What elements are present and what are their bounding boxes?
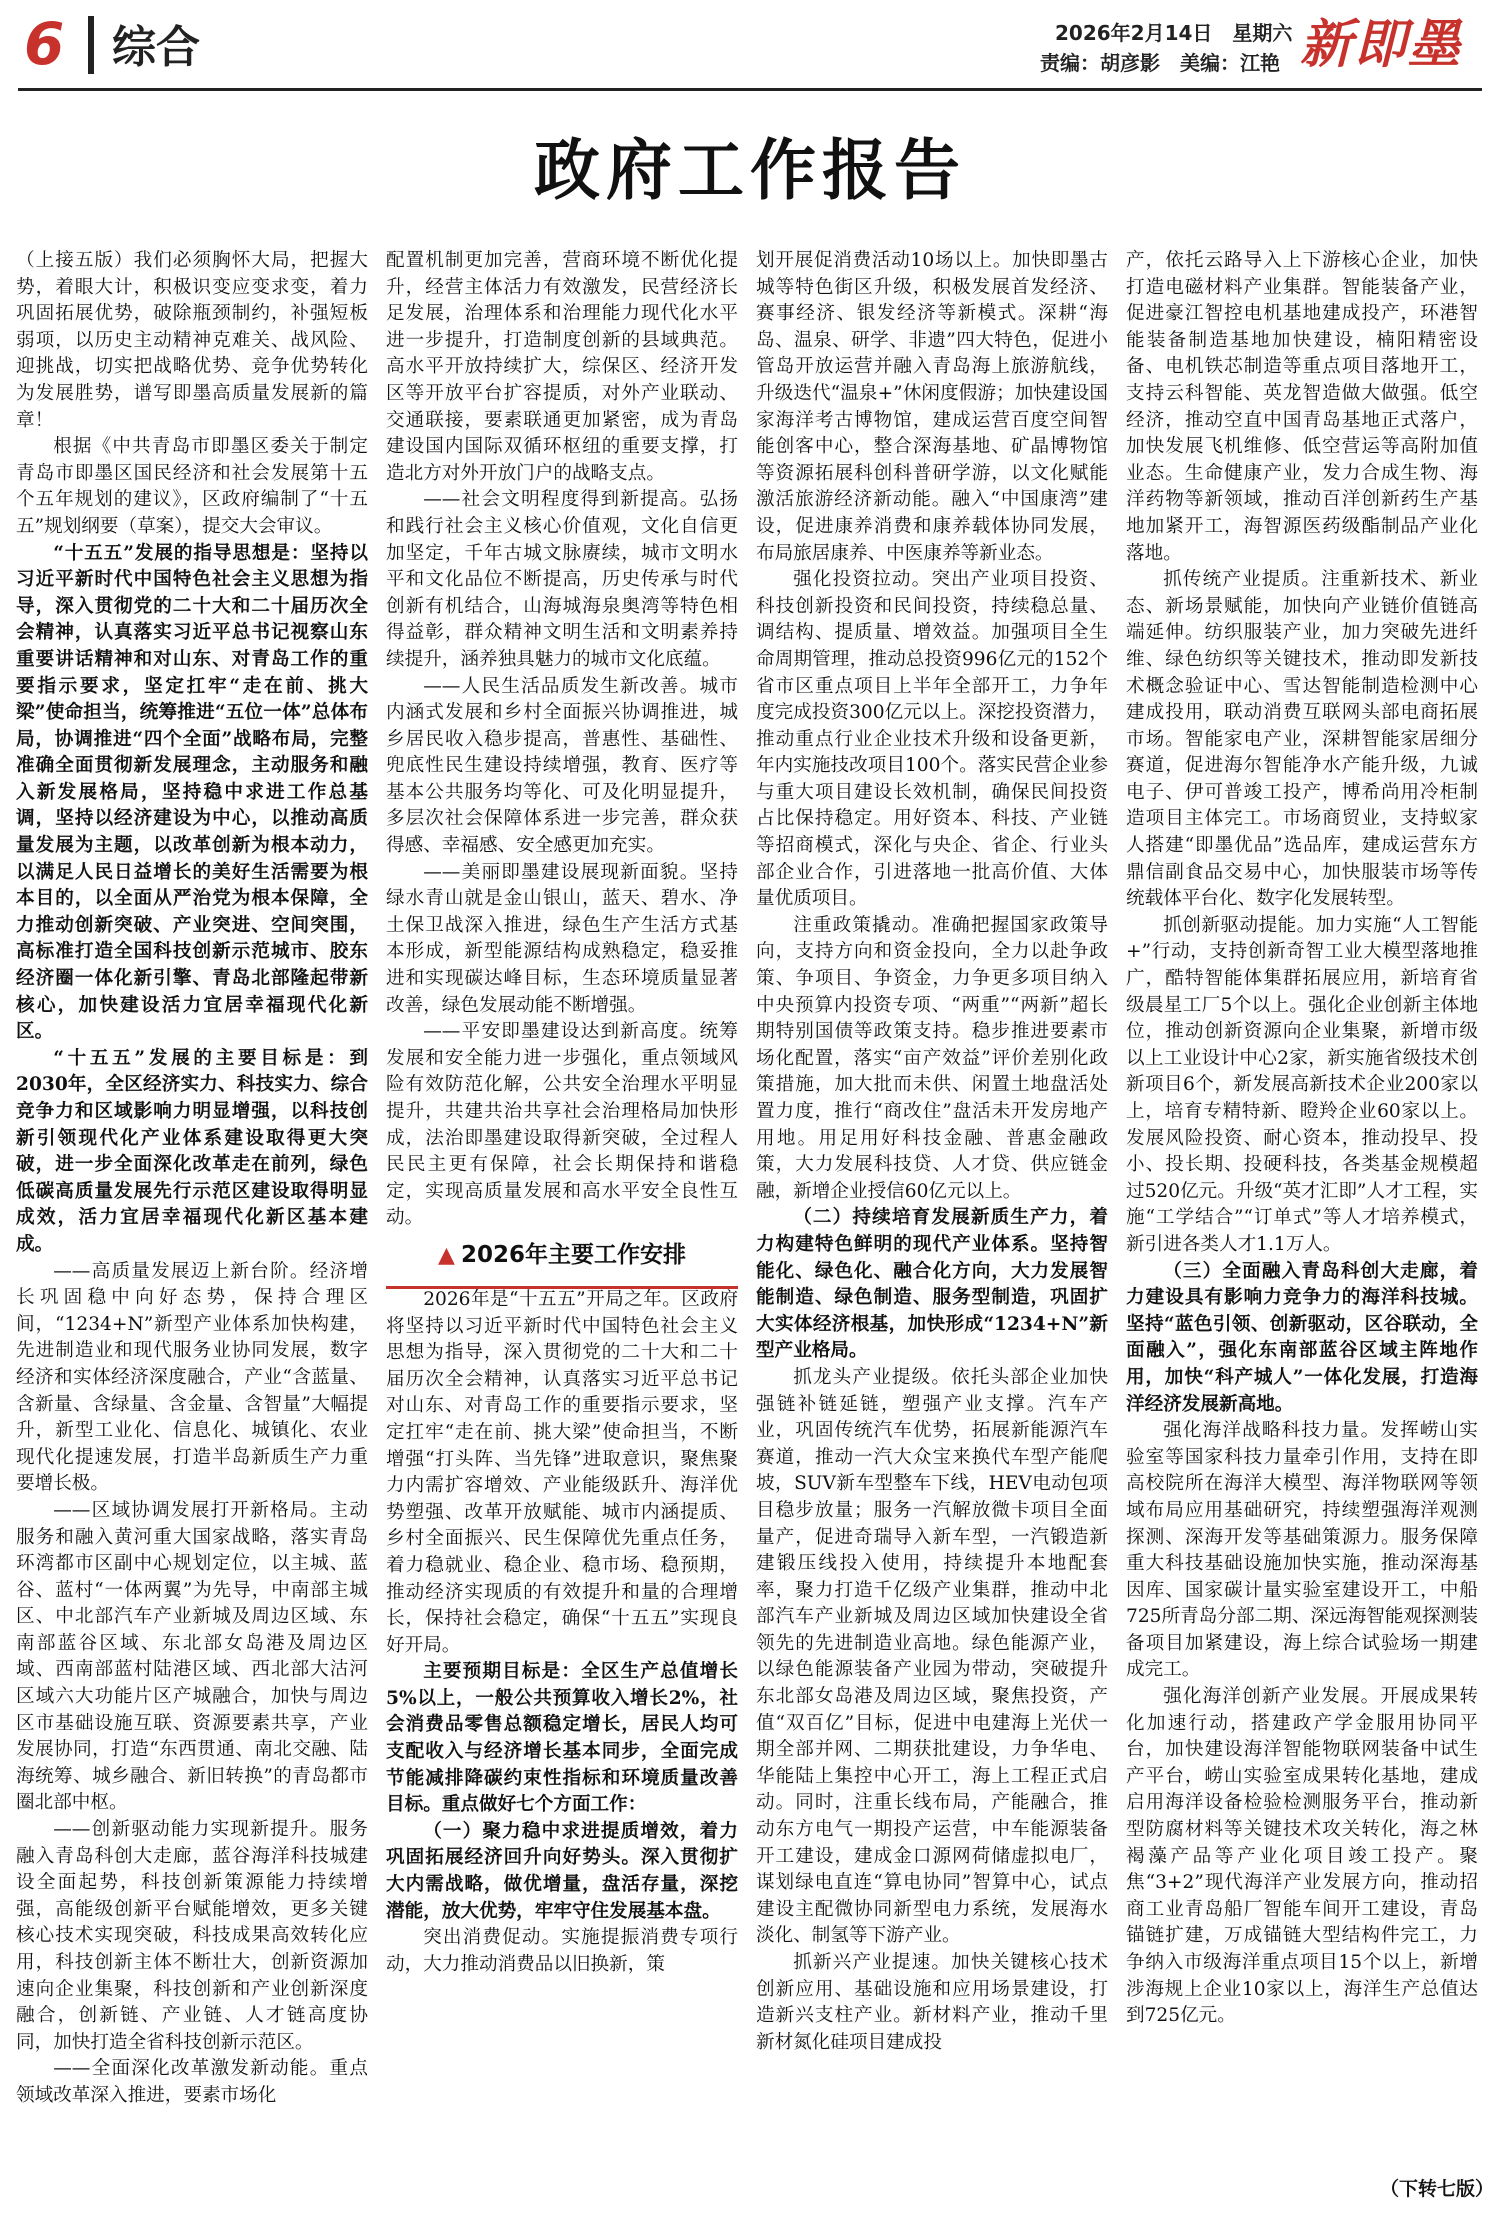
paragraph: （上接五版）我们必须胸怀大局，把握大势，着眼大计，积极识变应变求变，着力巩固拓展优势，破除瓶颈制约，补强短板弱项，以历史主动精神克难关、战风险、迎挑战，切实把战略优势、竞争优势转化为发展胜势，谱写即墨高质量发展新的篇章！ — [16, 250, 368, 431]
paragraph: 划开展促消费活动10场以上。加快即墨古城等特色街区升级，积极发展首发经济、赛事经济、银发经济等新模式。深耕“海岛、温泉、研学、非遗”四大特色，促进小管岛开放运营并融入青岛海上旅游航线，升级迭代“温泉+”休闲度假游；加快建设国家海洋考古博物馆，建成运营百度空间智能创客中心，整合深海基地、矿晶博物馆等资源拓展科创科普研学游，以文化赋能激活旅游经济新动能。融入“中国康湾”建设，促进康养消费和康养载体协同发展，布局旅居康养、中医康养等新业态。 — [756, 250, 1108, 564]
subheading-paragraph: （一）聚力稳中求进提质增效，着力巩固拓展经济回升向好势头。深入贯彻扩大内需战略，做优增量，盘活存量，深挖潜能，放大优势，牢牢守住发展基本盘。 — [386, 1820, 738, 1922]
paragraph: 主要预期目标是：全区生产总值增长5%以上，一般公共预算收入增长2%，社会消费品零售总额稳定增长，居民人均可支配收入与经济增长基本同步，全面完成节能减排降碳约束性指标和环境质量改善目标。重点做好七个方面工作： — [386, 1661, 738, 1816]
paragraph: 强化海洋战略科技力量。发挥崂山实验室等国家科技力量牵引作用，支持在即高校院所在海洋大模型、海洋物联网等领域布局应用基础研究，持续塑强海洋观测探测、深海开发等基础策源力。服务保障重大科技基础设施加快实施，推动深海基因库、国家碳计量实验室建设开工，中船725所青岛分部二期、深远海智能观探测装备项目加紧建设，海上综合试验场一期建成完工。 — [1126, 1420, 1478, 1681]
column-3 — [756, 248, 1108, 2176]
header-divider — [88, 16, 94, 74]
paragraph: 抓传统产业提质。注重新技术、新业态、新场景赋能，加快向产业链价值链高端延伸。纺织服装产业，加力突破先进纤维、绿色纺织等关键技术，推动即发新技术概念验证中心、雪达智能制造检测中心建成投用，联动消费互联网头部电商拓展市场。智能家电产业，深耕智能家居细分赛道，促进海尔智能净水产能升级，九诚电子、伊可普竣工投产，博希尚用冷柜制造项目主体完工。市场商贸业，支持蚁家人搭建“即墨优品”选品库，建成运营东方鼎信副食品交易中心，加快服装市场等传统载体平台化、数字化发展转型。 — [1126, 569, 1478, 910]
paragraph: 根据《中共青岛市即墨区委关于制定青岛市即墨区国民经济和社会发展第十五个五年规划的建议》，区政府编制了“十五五”规划纲要（草案），提交大会审议。 — [16, 436, 368, 537]
paragraph: 抓新兴产业提速。加快关键核心技术创新应用、基础设施和应用场景建设，打造新兴支柱产业。新材料产业，推动千里新材氮化硅项目建成投 — [756, 1952, 1108, 2053]
section-name: 综合 — [112, 22, 200, 73]
section-heading-text: 2026年主要工作安排 — [460, 1241, 686, 1268]
newspaper-logo: 新即墨 — [1300, 14, 1463, 75]
paragraph: “十五五”发展的指导思想是：坚持以习近平新时代中国特色社会主义思想为指导，深入贯彻党的二十大和二十届历次全会精神，认真落实习近平总书记视察山东重要讲话精神和对山东、对青岛工作的重要指示要求，坚定扛牢“走在前、挑大梁”使命担当，统筹推进“五位一体”总体布局，协调推进“四个全面”战略布局，完整准确全面贯彻新发展理念，主动服务和融入新发展格局，坚持稳中求进工作总基调，坚持以经济建设为中心，以推动高质量发展为主题，以改革创新为根本动力，以满足人民日益增长的美好生活需要为根本目的，以全面从严治党为根本保障，全力推动创新突破、产业突进、空间突围，高标准打造全国科技创新示范城市、胶东经济圈一体化新引擎、青岛北部隆起带新核心，加快建设活力宜居幸福现代化新区。 — [16, 542, 368, 1043]
header-rule — [18, 88, 1482, 91]
column-4 — [1126, 248, 1478, 2176]
paragraph: ——平安即墨建设达到新高度。统筹发展和安全能力进一步强化，重点领域风险有效防范化解，公共安全治理水平明显提升，共建共治共享社会治理格局加快形成，法治即墨建设取得新突破，全过程人民民主更有保障，社会长期保持和谐稳定，实现高质量发展和高水平安全良性互动。 — [386, 1021, 738, 1229]
page-number: 6 — [24, 10, 65, 78]
issue-date: 2026年2月14日 星期六 — [1055, 21, 1293, 45]
subheading-paragraph: （二）持续培育发展新质生产力，着力构建特色鲜明的现代产业体系。坚持智能化、绿色化、融合化方向，大力发展智能制造、绿色制造、服务型制造，巩固扩大实体经济根基，加快形成“1234+N”新型产业格局。 — [756, 1207, 1108, 1362]
paragraph: ——区域协调发展打开新格局。主动服务和融入黄河重大国家战略，落实青岛环湾都市区副中心规划定位，以主城、蓝谷、蓝村“一体两翼”为先导，中南部主城区、中北部汽车产业新城及周边区域、东南部蓝谷区域、东北部女岛港及周边区域、西南部蓝村陆港区域、西北部大沽河区域六大功能片区产城融合，加快与周边区市基础设施互联、资源要素共享，产业发展协同，打造“东西贯通、南北交融、陆海统筹、城乡融合、新旧转换”的青岛都市圈北部中枢。 — [16, 1499, 368, 1814]
paragraph: 突出消费促动。实施提振消费专项行动，大力推动消费品以旧换新，策 — [386, 1927, 738, 1975]
paragraph: 抓龙头产业提级。依托头部企业加快强链补链延链，塑强产业支撑。汽车产业，巩固传统汽车优势，拓展新能源汽车赛道，推动一汽大众宝来换代车型产能爬坡，SUV新车型整车下线，HEV电动包项目稳步放量；服务一汽解放微卡项目全面量产，促进奇瑞导入新车型，一汽锻造新建锻压线投入使用，持续提升本地配套率，聚力打造千亿级产业集群，推动中北部汽车产业新城及周边区域加快建设全省领先的先进制造业高地。绿色能源产业，以绿色能源装备产业园为带动，突破提升东北部女岛港及周边区域，聚焦投资，产值“双百亿”目标，促进中电建海上光伏一期全部并网、二期获批建设，力争华电、华能陆上集控中心开工，海上工程正式启动。同时，注重长线布局，产能融合，推动东方电气一期投产运营，中车能源装备开工建设，建成金口源网荷储虚拟电厂，谋划绿电直连“算电协同”智算中心，试点建设主配微协同新型电力系统，发展海水淡化、制氢等下游产业。 — [756, 1366, 1108, 1947]
paragraph: ——社会文明程度得到新提高。弘扬和践行社会主义核心价值观，文化自信更加坚定，千年古城文脉赓续，城市文明水平和文化品位不断提高，历史传承与时代创新有机结合，山海城海泉奥湾等特色相得益彰，群众精神文明生活和文明素养持续提升，涵养独具魅力的城市文化底蕴。 — [386, 489, 738, 670]
page-header — [0, 0, 1500, 92]
paragraph: 产，依托云路导入上下游核心企业，加快打造电磁材料产业集群。智能装备产业，促进豪江智控电机基地建成投产，环港智能装备制造基地加快建设，楠阳精密设备、电机铁芯制造等重点项目落地开工，支持云科智能、英龙智造做大做强。低空经济，推动空直中国青岛基地正式落户，加快发展飞机维修、低空营运等高附加值业态。生命健康产业，发力合成生物、海洋药物等新领域，推动百洋创新药生产基地加紧开工，海智源医药级酯制品产业化落地。 — [1126, 250, 1478, 564]
paragraph: “十五五”发展的主要目标是：到2030年，全区经济实力、科技实力、综合竞争力和区域影响力明显增强，以科技创新引领现代化产业体系建设取得更大突破，进一步全面深化改革走在前列，绿色低碳高质量发展先行示范区建设取得明显成效，活力宜居幸福现代化新区基本建成。 — [16, 1047, 368, 1255]
paragraph: 配置机制更加完善，营商环境不断优化提升，经营主体活力有效激发，民营经济长足发展，治理体系和治理能力现代化水平进一步提升，打造制度创新的县域典范。高水平开放持续扩大，综保区、经济开发区等开放平台扩容提质，对外产业联动、交通联接，要素联通更加紧密，成为青岛建设国内国际双循环枢纽的重要支撑，打造北方对外开放门户的战略支点。 — [386, 250, 738, 484]
subheading-paragraph: （三）全面融入青岛科创大走廊，着力建设具有影响力竞争力的海洋科技城。坚持“蓝色引领、创新驱动，区谷联动，全面融入”，强化东南部蓝谷区域主阵地作用，加快“科产城人”一体化发展，打造海洋经济发展新高地。 — [1126, 1260, 1478, 1415]
paragraph: 强化投资拉动。突出产业项目投资、科技创新投资和民间投资，持续稳总量、调结构、提质量、增效益。加强项目全生命周期管理，推动总投资996亿元的152个省市区重点项目上半年全部开工，力争年度完成投资300亿元以上。深挖投资潜力，推动重点行业企业技术升级和设备更新，年内实施技改项目100个。落实民营企业参与重大项目建设长效机制，确保民间投资占比保持稳定。用好资本、科技、产业链等招商模式，深化与央企、省企、行业头部企业合作，引进落地一批高价值、大体量优质项目。 — [756, 569, 1108, 910]
paragraph: ——创新驱动能力实现新提升。服务融入青岛科创大走廊，蓝谷海洋科技城建设全面起势，科技创新策源能力持续增强，高能级创新平台赋能增效，更多关键核心技术实现突破，科技成果高效转化应用，科技创新主体不断壮大，创新资源加速向企业集聚，科技创新和产业创新深度融合，创新链、产业链、人才链高度协同，加快打造全省科技创新示范区。 — [16, 1819, 368, 2053]
paragraph: 抓创新驱动提能。加力实施“人工智能+”行动，支持创新奇智工业大模型落地推广，酷特智能体集群拓展应用，新培育省级晨星工厂5个以上。强化企业创新主体地位，推动创新资源向企业集聚，新增市级以上工业设计中心2家，新实施省级技术创新项目6个，新发展高新技术企业200家以上，培育专精特新、瞪羚企业60家以上。发展风险投资、耐心资本，推动投早、投小、投长期、投硬科技，各类基金规模超过520亿元。升级“英才汇即”人才工程，实施“工学结合”“订单式”等人才培养模式，新引进各类人才1.1万人。 — [1126, 914, 1478, 1255]
paragraph: ——全面深化改革激发新动能。重点领域改革深入推进，要素市场化 — [16, 2058, 368, 2106]
paragraph: 2026年是“十五五”开局之年。区政府将坚持以习近平新时代中国特色社会主义思想为指导，深入贯彻党的二十大和二十届历次全会精神，认真落实习近平总书记对山东、对青岛工作的重要指示要求，坚定扛牢“走在前、挑大梁”使命担当，不断增强“打头阵、当先锋”进取意识，聚焦聚力内需扩容增效、产业能级跃升、海洋优势塑强、改革开放赋能、城市内涵提质、乡村全面振兴、民生保障优先重点任务，着力稳就业、稳企业、稳市场、稳预期，推动经济实现质的有效提升和量的合理增长，保持社会稳定，确保“十五五”实现良好开局。 — [386, 1288, 738, 1656]
editors: 责编：胡彦影 美编：江艳 — [1040, 51, 1280, 75]
paragraph: 强化海洋创新产业发展。开展成果转化加速行动，搭建政产学金服用协同平台，加快建设海洋智能物联网装备中试生产平台，崂山实验室成果转化基地，建成启用海洋设备检验检测服务平台，推动新型防腐材料等关键技术攻关转化，海之林褐藻产品等产业化项目竣工投产。聚焦“3+2”现代海洋产业发展方向，推动招商工业青岛船厂智能车间开工建设，青岛锚链扩建，万成锚链大型结构件完工，力争纳入市级海洋重点项目15个以上，新增涉海规上企业10家以上，海洋生产总值达到725亿元。 — [1126, 1686, 1478, 2027]
paragraph: ——美丽即墨建设展现新面貌。坚持绿水青山就是金山银山，蓝天、碧水、净土保卫战深入推进，绿色生产生活方式基本形成，新型能源结构成熟稳定，稳妥推进和实现碳达峰目标，生态环境质量显著改善，绿色发展动能不断增强。 — [386, 861, 738, 1016]
column-1 — [16, 248, 368, 2176]
paragraph: 注重政策撬动。准确把握国家政策导向，支持方向和资金投向，全力以赴争政策、争项目、争资金，力争更多项目纳入中央预算内投资专项、“两重”“两新”超长期特别国债等政策支持。稳步推进要素市场化配置，落实“亩产效益”评价差别化政策措施，加大批而未供、闲置土地盘活处置力度，推行“商改住”盘活未开发房地产用地。用足用好科技金融、普惠金融政策，大力发展科技贷、人才贷、供应链金融，新增企业授信60亿元以上。 — [756, 914, 1108, 1202]
section-heading — [386, 1238, 738, 1273]
paragraph: ——人民生活品质发生新改善。城市内涵式发展和乡村全面振兴协调推进，城乡居民收入稳步提高，普惠性、基础性、兜底性民生建设持续增强，教育、医疗等基本公共服务均等化、可及化明显提升，多层次社会保障体系进一步完善，群众获得感、幸福感、安全感更加充实。 — [386, 675, 738, 857]
paragraph: ——高质量发展迈上新台阶。经济增长巩固稳中向好态势，保持合理区间，“1234+N”新型产业体系加快构建，先进制造业和现代服务业协同发展，数字经济和实体经济深度融合，产业“含蓝量、含新量、含绿量、含金量、含智量”大幅提升，新型工业化、信息化、城镇化、农业现代化提速发展，打造半岛新质生产力重要增长极。 — [16, 1260, 368, 1495]
continued-note: （下转七版） — [1380, 2178, 1495, 2200]
article-title: 政府工作报告 — [534, 131, 966, 209]
column-2 — [386, 248, 738, 2176]
triangle-icon: ▲ — [438, 1242, 455, 1268]
